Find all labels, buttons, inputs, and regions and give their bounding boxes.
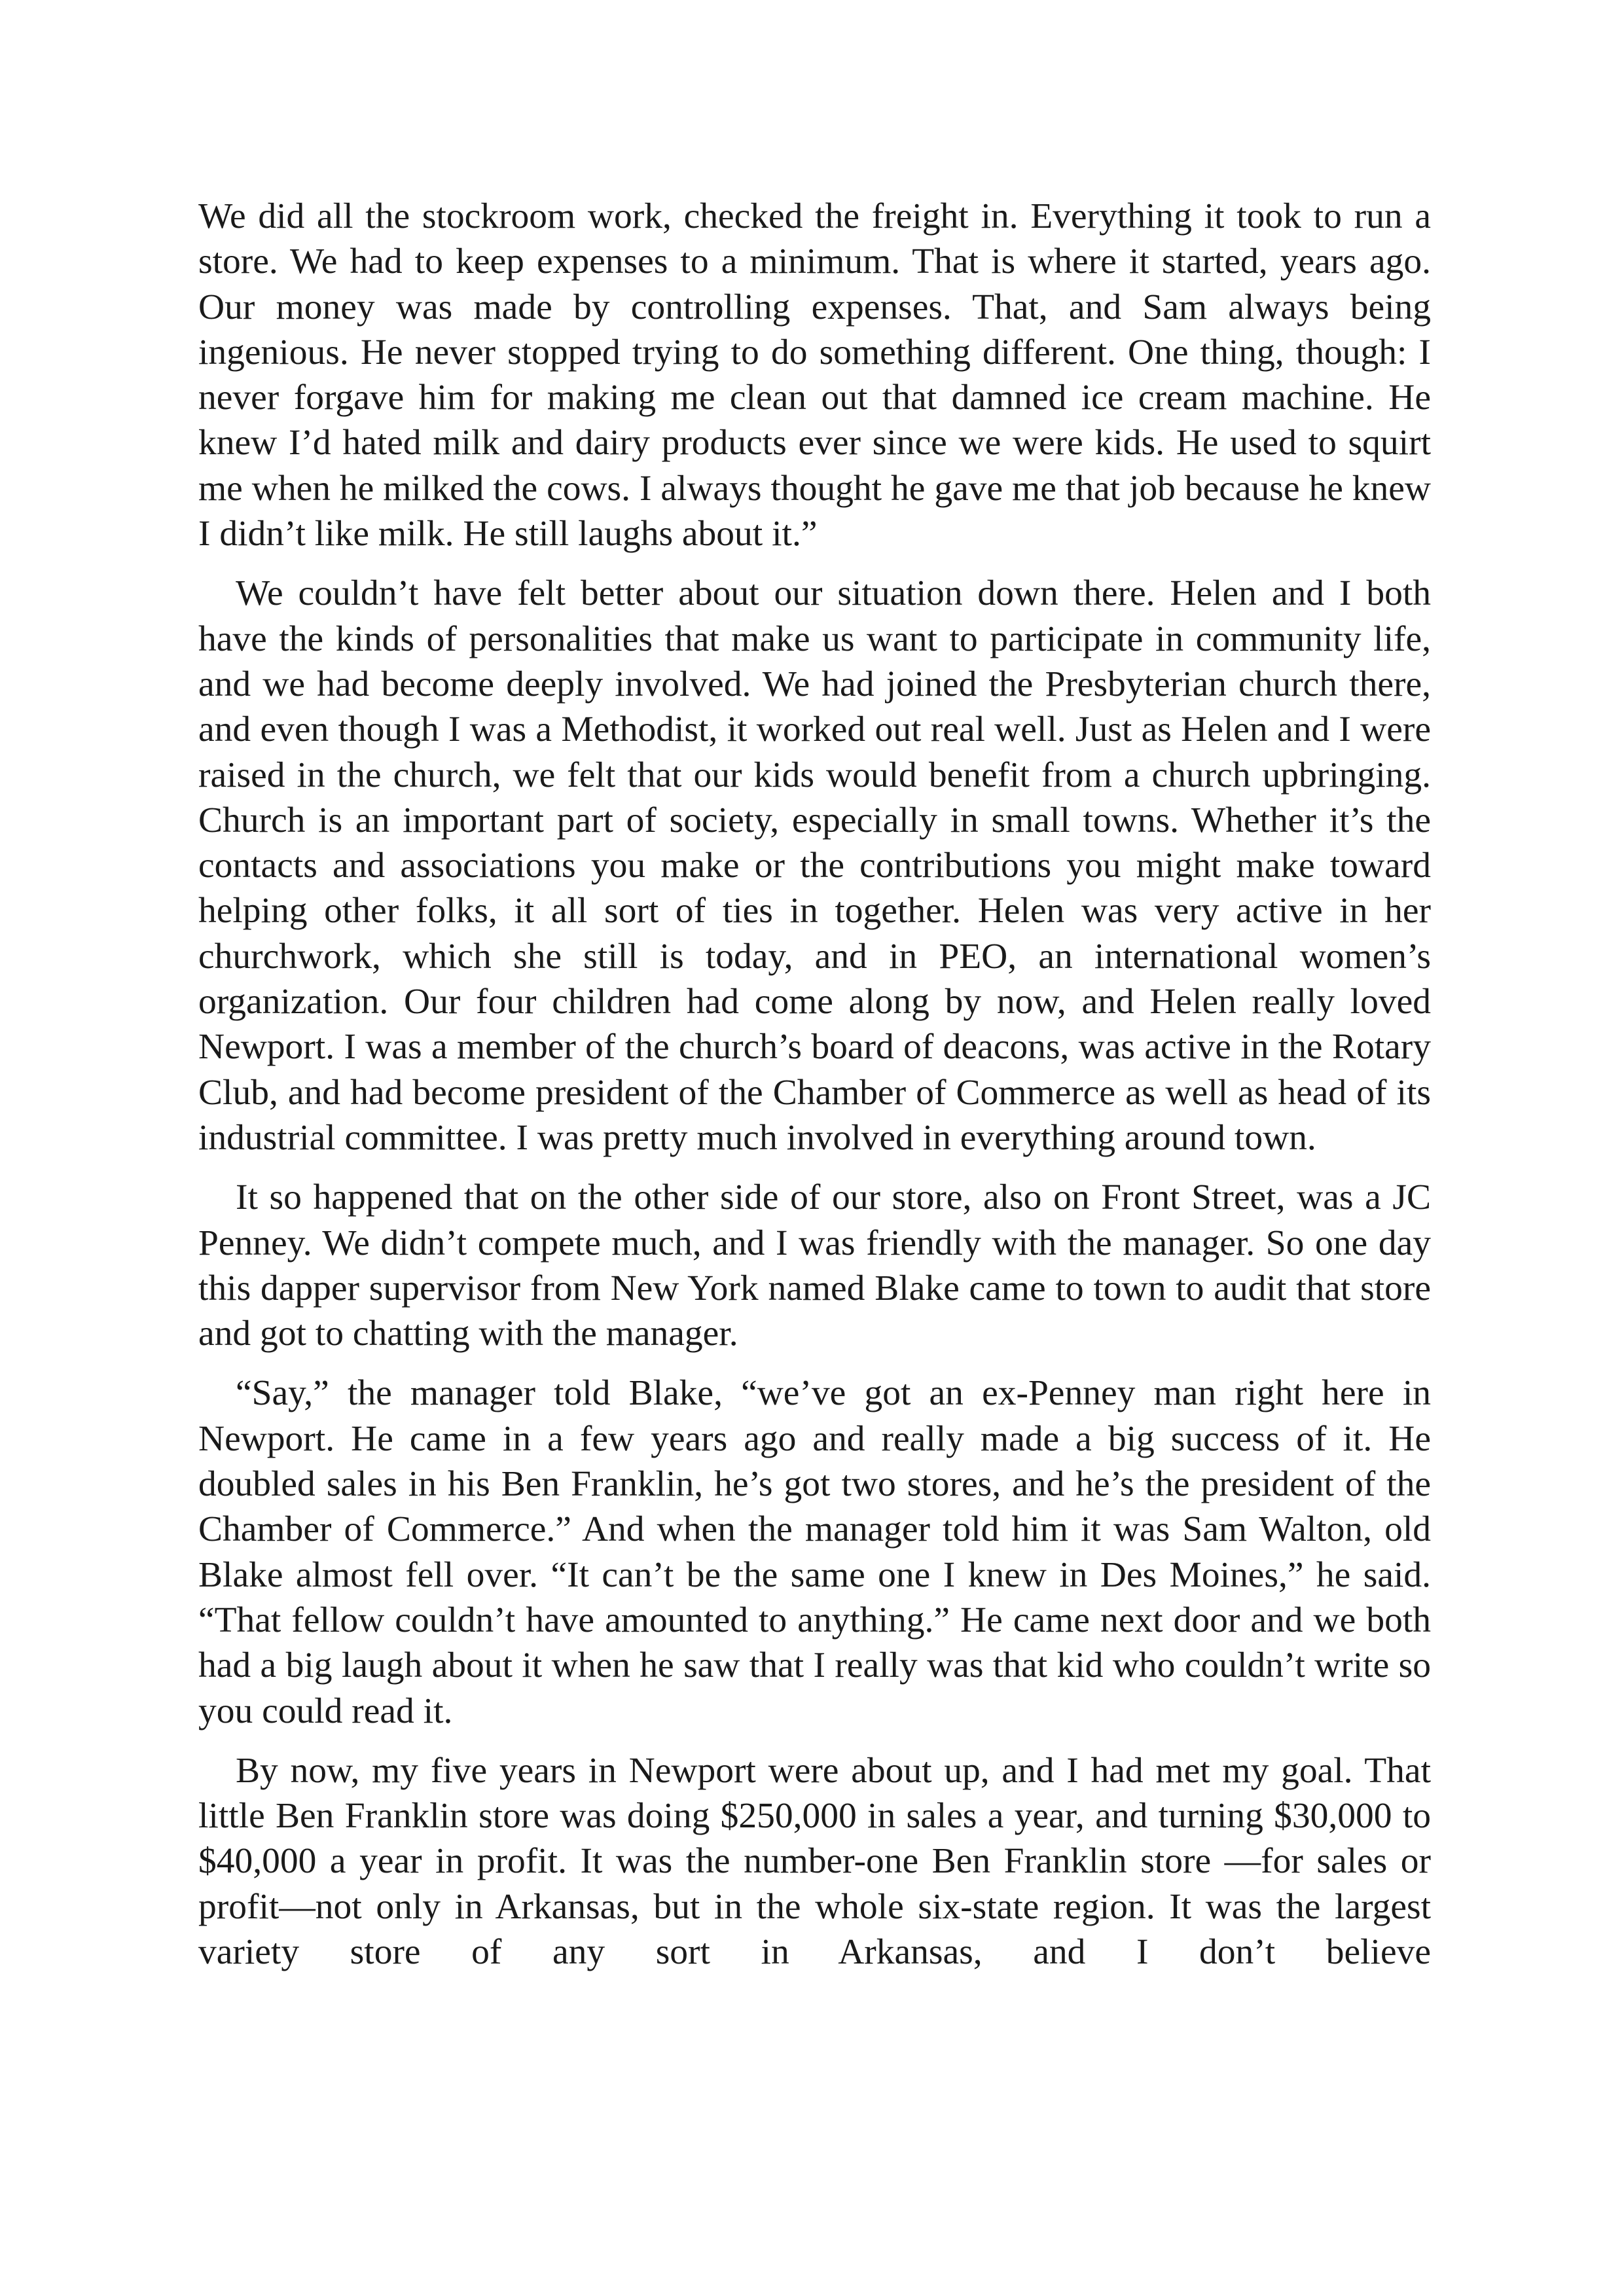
page-body	[198, 194, 1431, 1989]
paragraph: It so happened that on the other side of our store, also on Front Street, was a JC Penney. We didn’t compete much, and I was friendly with the manager. So one day this dapper supervisor from New York named Blake came to town to audit that store and got to chatting with the manager.	[198, 1177, 1431, 1354]
paragraph: We couldn’t have felt better about our situation down there. Helen and I both have the kinds of personalities that make us want to participate in community life, and we had become deeply involved. We had joined the Presbyterian church there, and even though I was a Methodist, it worked out real well. Just as Helen and I were raised in the church, we felt that our kids would benefit from a church upbringing. Church is an important part of society, especially in small towns. Whether it’s the contacts and associations you make or the contributions you might make toward helping other folks, it all sort of ties in together. Helen was very active in her churchwork, which she still is today, and in PEO, an international women’s organization. Our four children had come along by now, and Helen really loved Newport. I was a member of the church’s board of deacons, was active in the Rotary Club, and had become president of the Chamber of Commerce as well as head of its industrial committee. I was pretty much involved in everything around town.	[198, 573, 1431, 1158]
paragraph: “Say,” the manager told Blake, “we’ve got an ex-Penney man right here in Newport. He came in a few years ago and really made a big success of it. He doubled sales in his Ben Franklin, he’s got two stores, and he’s the president of the Chamber of Commerce.” And when the manager told him it was Sam Walton, old Blake almost fell over. “It can’t be the same one I knew in Des Moines,” he said. “That fellow couldn’t have amounted to anything.” He came next door and we both had a big laugh about it when he saw that I really was that kid who couldn’t write so you could read it.	[198, 1373, 1431, 1731]
paragraph: We did all the stockroom work, checked the freight in. Everything it took to run a store. We had to keep expenses to a minimum. That is where it started, years ago. Our money was made by controlling expenses. That, and Sam always being ingenious. He never stopped trying to do something different. One thing, though: I never forgave him for making me clean out that damned ice cream machine. He knew I’d hated milk and dairy products ever since we were kids. He used to squirt me when he milked the cows. I always thought he gave me that job because he knew I didn’t like milk. He still laughs about it.”	[198, 196, 1431, 554]
paragraph: By now, my five years in Newport were about up, and I had met my goal. That little Ben Franklin store was doing $250,000 in sales a year, and turning $30,000 to $40,000 a year in profit. It was the number-one Ben Franklin store —for sales or profit—not only in Arkansas, but in the whole six-state region. It was the largest variety store of any sort in Arkansas, and I don’t believe	[198, 1750, 1431, 1972]
